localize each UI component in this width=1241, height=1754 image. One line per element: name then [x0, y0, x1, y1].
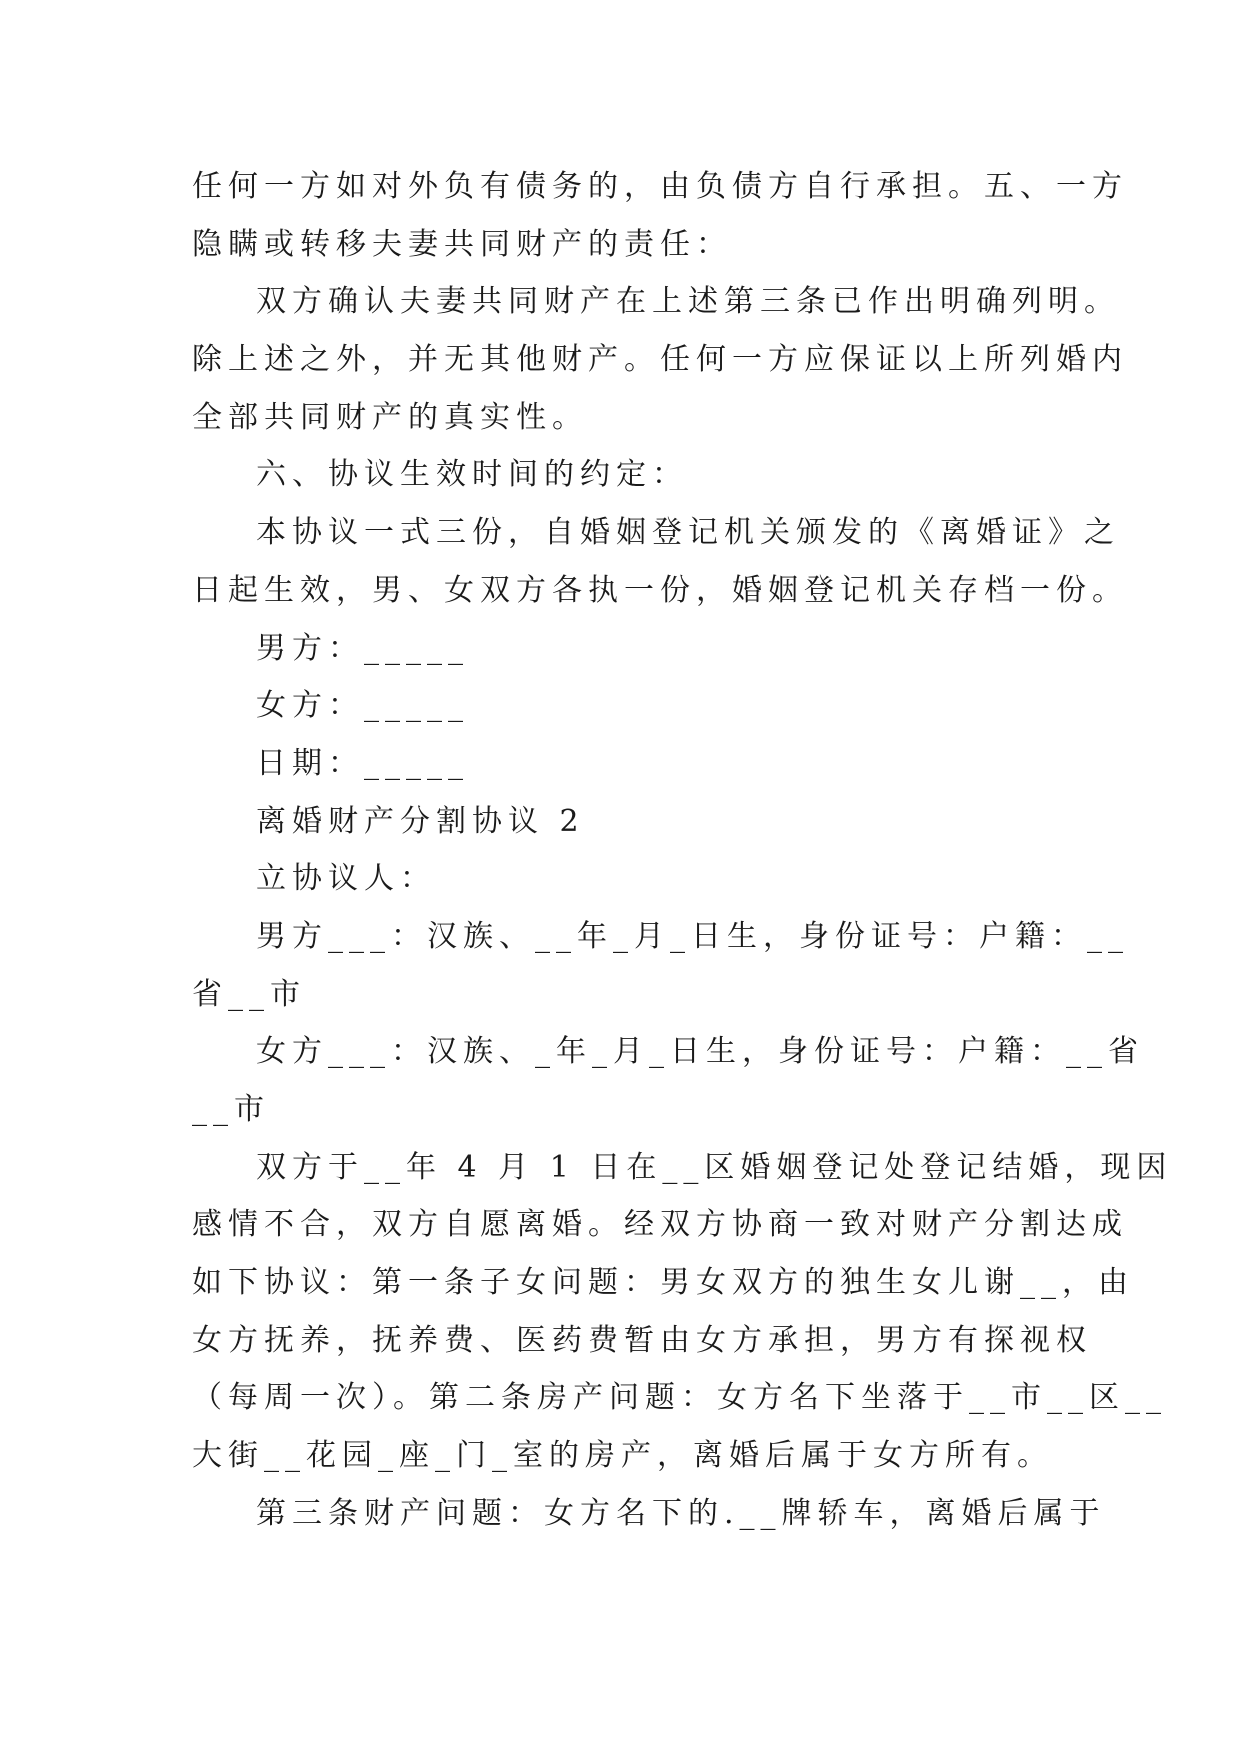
document-line: 双方于__年 4 月 1 日在__区婚姻登记处登记结婚，现因 [256, 1149, 1173, 1185]
document-line: 女方___：汉族、_年_月_日生，身份证号：户籍：__省 [256, 1034, 1144, 1070]
document-line: 本协议一式三份，自婚姻登记机关颁发的《离婚证》之 [256, 515, 1120, 551]
document-line: 大街__花园_座_门_室的房产，离婚后属于女方所有。 [192, 1438, 1053, 1474]
document-line: 离婚财产分割协议 2 [256, 803, 585, 839]
document-line: 除上述之外，并无其他财产。任何一方应保证以上所列婚内 [192, 342, 1128, 378]
document-line: 女方抚养，抚养费、医药费暂由女方承担，男方有探视权 [192, 1322, 1092, 1358]
document-line: 任何一方如对外负有债务的，由负债方自行承担。五、一方 [192, 169, 1128, 204]
document-line: 省__市 [192, 976, 306, 1012]
document-line: __市 [192, 1092, 270, 1127]
document-line: （每周一次）。第二条房产问题：女方名下坐落于__市__区__ [192, 1380, 1167, 1416]
document-line: 隐瞒或转移夫妻共同财产的责任： [192, 226, 732, 262]
document-line: 六、协议生效时间的约定： [256, 457, 688, 493]
document-line: 女方：_____ [256, 688, 469, 724]
document-body [192, 158, 1173, 1543]
document-line: 全部共同财产的真实性。 [192, 399, 588, 435]
document-line: 日起生效，男、女双方各执一份，婚姻登记机关存档一份。 [192, 572, 1128, 608]
document-line: 第三条财产问题：女方名下的.__牌轿车，离婚后属于 [256, 1495, 1106, 1531]
document-line: 男方___：汉族、__年_月_日生，身份证号：户籍：__ [256, 918, 1129, 954]
document-line: 感情不合，双方自愿离婚。经双方协商一致对财产分割达成 [192, 1207, 1128, 1243]
document-line: 立协议人： [256, 861, 436, 897]
document-line: 男方：_____ [256, 630, 469, 666]
document-line: 日期：_____ [256, 745, 469, 781]
document-line: 如下协议：第一条子女问题：男女双方的独生女儿谢__，由 [192, 1265, 1134, 1301]
document-line: 双方确认夫妻共同财产在上述第三条已作出明确列明。 [256, 284, 1120, 320]
